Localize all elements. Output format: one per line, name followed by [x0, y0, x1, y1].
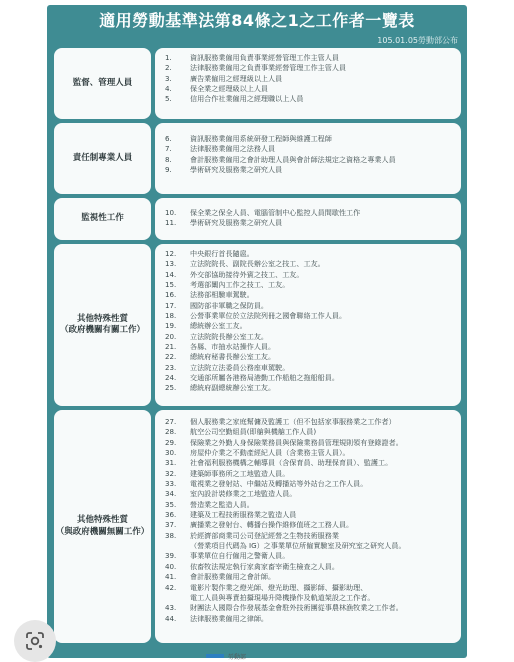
list-item [165, 332, 455, 342]
item-number: 5. [165, 94, 172, 104]
list-item [165, 383, 455, 393]
item-text: 室內設計裝修業之工地監造人員。 [190, 489, 297, 499]
item-number: 10. [165, 208, 177, 217]
list-item [165, 53, 455, 63]
list-item [165, 541, 455, 551]
item-number: 7. [165, 144, 172, 154]
list-item [165, 438, 455, 448]
list-item [165, 469, 455, 479]
category-label: 其他特殊性質 （政府機關有關工作） [59, 313, 145, 335]
item-text: 立法院立法委員公務座車駕駛。 [190, 362, 290, 372]
google-lens-button[interactable] [14, 620, 56, 662]
item-text: 立法院院長、副院長辦公室之技工、工友。 [190, 259, 325, 269]
list-item [165, 531, 455, 541]
item-text: 電視業之發射站、中繼站及轉播站等外站台之工作人員。 [190, 479, 368, 489]
item-text: 建築及工程技術服務業之監造人員 [190, 510, 297, 520]
item-text: 事業單位自行僱用之警衛人員。 [190, 551, 290, 561]
category-cell [54, 410, 151, 643]
category-label: 其他特殊性質 （與政府機關無關工作） [55, 515, 150, 537]
item-text: 保全業之保全人員、電腦管制中心監控人員間歇性工作 [190, 208, 361, 217]
category-cell [54, 123, 151, 194]
item-number: 21. [165, 342, 177, 352]
item-text: 於經濟部商業司公司登記經營之生物技術服務業 [190, 530, 339, 540]
item-text: 廣告業僱用之經理級以上人員 [190, 73, 283, 83]
item-number: 43. [165, 603, 177, 613]
list-item [165, 551, 455, 561]
item-text: 各縣、市抽水站操作人員。 [190, 342, 276, 352]
list-item [165, 155, 455, 165]
list-item [165, 583, 455, 593]
item-number: 24. [165, 373, 177, 383]
item-number [165, 541, 190, 551]
item-text: 電工人員與專責拍攝現場升降機操作及軌道架設之工作者。 [190, 592, 375, 602]
item-number: 4. [165, 84, 172, 94]
item-list [155, 410, 461, 643]
item-text: 立法院院長辦公室工友。 [190, 331, 269, 341]
list-item [165, 270, 455, 280]
item-text: 法律服務業僱用之法務人員 [190, 144, 276, 154]
item-text: 中央銀行首長隨扈。 [190, 249, 254, 258]
item-number: 40. [165, 561, 177, 571]
item-number: 2. [165, 63, 172, 73]
list-item [165, 614, 455, 624]
item-number: 39. [165, 551, 177, 561]
list-item [165, 593, 455, 603]
item-list [155, 123, 461, 194]
item-number: 6. [165, 134, 172, 143]
list-item [165, 311, 455, 321]
item-text: 總統辦公室工友。 [190, 321, 247, 331]
item-text: （營業項目代碼為 IG）之事業單位所僱實驗室及研究室之研究人員。 [190, 541, 406, 551]
item-number: 42. [165, 582, 177, 592]
list-item [165, 603, 455, 613]
item-text: 保全業之經理級以上人員 [190, 84, 269, 94]
list-item [165, 489, 455, 499]
list-item [165, 290, 455, 300]
list-item [165, 63, 455, 73]
item-number: 29. [165, 437, 177, 447]
item-number: 33. [165, 479, 177, 489]
item-text: 建築師事務所之工地監造人員。 [190, 468, 290, 478]
item-number: 41. [165, 572, 177, 582]
item-number: 9. [165, 165, 172, 175]
item-number: 28. [165, 427, 177, 437]
item-number: 44. [165, 613, 177, 623]
list-item [165, 280, 455, 290]
item-text: 法務部相驗車駕駛。 [190, 290, 254, 300]
list-item [165, 572, 455, 582]
list-item [165, 342, 455, 352]
list-item [165, 510, 455, 520]
publish-date: 105.01.05勞動部公布 [377, 36, 458, 45]
list-item [165, 562, 455, 572]
item-text: 會計服務業僱用之會計師。 [190, 572, 276, 582]
item-number: 1. [165, 53, 172, 62]
list-item [165, 218, 455, 228]
item-number: 32. [165, 468, 177, 478]
footer-logo [206, 654, 224, 658]
item-number: 25. [165, 383, 177, 393]
item-text: 總統府副總統辦公室工友。 [190, 383, 276, 393]
item-text: 房屋仲介業之不動產經紀人員（含業務主管人員）。 [190, 448, 350, 458]
list-item [165, 417, 455, 427]
category-label: 監視性工作 [81, 213, 124, 224]
google-lens-icon [25, 631, 45, 651]
item-text: 學術研究及服務業之研究人員 [190, 165, 283, 175]
item-text: 法律服務業僱用之負責事業經營管理工作主管人員 [190, 63, 347, 73]
item-number: 15. [165, 280, 177, 290]
list-item [165, 500, 455, 510]
list-item [165, 165, 455, 175]
item-text: 公營事業單位於立法院列冊之國會聯絡工作人員。 [190, 311, 347, 321]
list-item [165, 373, 455, 383]
item-text: 電影片製作業之燈光師、燈光助理、攝影師、攝影助理、 [190, 582, 368, 592]
item-number: 34. [165, 489, 177, 499]
item-number: 19. [165, 321, 177, 331]
category-cell [54, 198, 151, 240]
table-panel [47, 5, 467, 658]
item-text: 國防部非軍職之保防員。 [190, 300, 269, 310]
item-number: 23. [165, 362, 177, 372]
item-text: 依畜牧法規定執行家禽家畜宰衛生檢查之人員。 [190, 561, 339, 571]
category-cell [54, 244, 151, 406]
item-list [155, 198, 461, 240]
item-number: 14. [165, 269, 177, 279]
category-cell [54, 48, 151, 119]
item-list [155, 48, 461, 119]
list-item [165, 94, 455, 104]
list-item [165, 458, 455, 468]
page-title: 適用勞動基準法第84條之1之工作者一覽表 [99, 11, 415, 30]
item-number: 27. [165, 417, 177, 426]
item-text: 資訊服務業僱用系統研發工程師與維護工程師 [190, 134, 332, 143]
item-text: 財團法人國際合作發展基金會駐外技術團從事農林漁牧業之工作者。 [190, 603, 403, 613]
item-number: 17. [165, 300, 177, 310]
item-text: 會計服務業僱用之會計助理人員與會計師法規定之資格之專業人員 [190, 154, 396, 164]
list-item [165, 448, 455, 458]
list-item [165, 259, 455, 269]
item-text: 法律服務業僱用之律師。 [190, 613, 269, 623]
item-number: 30. [165, 448, 177, 458]
item-number [165, 593, 190, 603]
item-number: 13. [165, 259, 177, 269]
item-number: 3. [165, 73, 172, 83]
item-number: 20. [165, 331, 177, 341]
item-text: 個人服務業之家庭幫傭及監護工（但不包括家事服務業之工作者） [190, 417, 396, 426]
item-text: 廣播業之發射台、轉播台操作維修值班之工務人員。 [190, 520, 354, 530]
item-number: 11. [165, 218, 177, 228]
list-item [165, 427, 455, 437]
item-text: 航空公司空勤組員(即艙與機艙工作人員) [190, 427, 317, 437]
list-item [165, 144, 455, 154]
item-number: 22. [165, 352, 177, 362]
list-item [165, 74, 455, 84]
item-number: 38. [165, 530, 177, 540]
list-item [165, 363, 455, 373]
item-text: 總統府秘書長辦公室工友。 [190, 352, 276, 362]
footer-text: 勞動部 [228, 654, 247, 661]
list-item [165, 134, 455, 144]
item-text: 外交部協助接待外賓之技工、工友。 [190, 269, 304, 279]
item-number: 8. [165, 154, 172, 164]
item-text: 保險業之外勤人身保險業務員與保險業務員管理規則領有登錄證者。 [190, 437, 403, 447]
item-number: 37. [165, 520, 177, 530]
category-label: 責任制專業人員 [72, 152, 133, 163]
list-item [165, 352, 455, 362]
item-text: 學術研究及服務業之研究人員 [190, 218, 283, 228]
item-number: 35. [165, 499, 177, 509]
item-number: 16. [165, 290, 177, 300]
item-text: 信用合作社業僱用之經理職以上人員 [190, 94, 304, 104]
item-list [155, 244, 461, 406]
list-item [165, 208, 455, 218]
list-item [165, 321, 455, 331]
list-item [165, 249, 455, 259]
list-item [165, 520, 455, 530]
item-text: 交通部所屬各港務局港勤工作船舶之拖船船員。 [190, 373, 339, 383]
item-text: 考選部闈內工作之技工、工友。 [190, 280, 290, 290]
item-text: 營造業之監造人員。 [190, 499, 254, 509]
item-number: 12. [165, 249, 177, 258]
item-text: 資訊服務業僱用負責事業經營管理工作主管人員 [190, 53, 339, 62]
list-item [165, 301, 455, 311]
item-number: 36. [165, 510, 177, 520]
item-number: 18. [165, 311, 177, 321]
item-text: 社會福利服務機構之輔導員（含保育員、助理保育員）、監護工。 [190, 458, 393, 468]
list-item [165, 479, 455, 489]
list-item [165, 84, 455, 94]
category-label: 監督、管理人員 [72, 77, 133, 88]
item-number: 31. [165, 458, 177, 468]
